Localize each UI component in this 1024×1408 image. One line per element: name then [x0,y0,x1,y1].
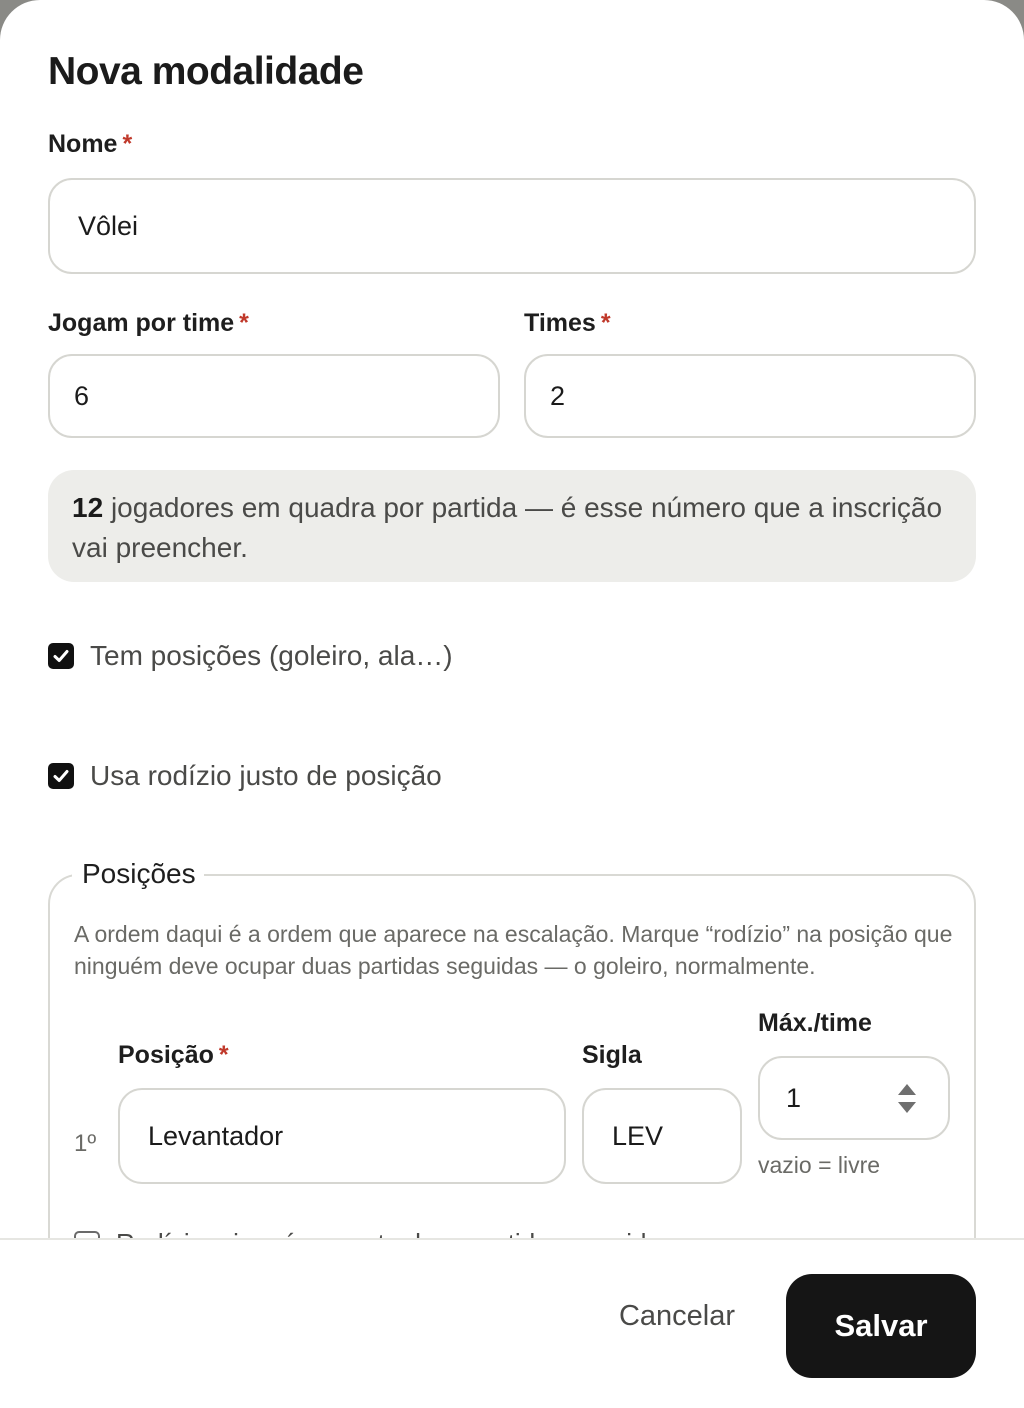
check-icon [51,766,71,786]
posicao-column-label-text: Posição [118,1041,214,1069]
max-per-team-stepper[interactable] [758,1056,950,1140]
required-mark: * [122,130,133,158]
players-count: 12 [72,492,104,523]
nome-input[interactable] [48,178,976,274]
times-input[interactable] [524,354,976,438]
usa-rodizio-label: Usa rodízio justo de posição [90,760,442,791]
decrement-arrow-icon[interactable] [898,1102,916,1113]
required-mark: * [239,309,249,337]
save-button[interactable]: Salvar [786,1274,976,1378]
position-ordinal: 1º [74,1130,97,1157]
tem-posicoes-option[interactable] [48,640,453,672]
players-summary [48,470,976,582]
times-label-text: Times [524,309,596,337]
sigla-column-label: Sigla [582,1041,642,1069]
stepper-arrows[interactable] [898,1080,920,1116]
modal-footer [0,1238,1024,1408]
max-per-team-hint: vazio = livre [758,1152,881,1178]
jogam-por-time-input[interactable] [48,354,500,438]
posicao-input[interactable] [118,1088,566,1184]
jogam-por-time-label-text: Jogam por time [48,309,235,337]
max-per-team-input[interactable] [760,1058,890,1138]
required-mark: * [218,1041,229,1069]
times-label [524,309,611,338]
usa-rodizio-option[interactable] [48,760,442,792]
positions-help-text: A ordem daqui é a ordem que aparece na escalação. Marque “rodízio” na posição que ninguém deve ocupar duas partidas seguidas — o goleiro, normalmente. [74,921,953,979]
required-mark: * [600,309,611,337]
increment-arrow-icon[interactable] [898,1084,916,1095]
positions-legend: Posições [72,855,204,893]
tem-posicoes-label: Tem posições (goleiro, ala…) [90,640,453,671]
tem-posicoes-checkbox[interactable] [48,643,74,669]
modal-title: Nova modalidade [48,50,364,93]
jogam-por-time-label [48,309,249,338]
usa-rodizio-checkbox[interactable] [48,763,74,789]
cancel-button[interactable]: Cancelar [600,1276,754,1356]
sigla-input[interactable] [582,1088,742,1184]
nome-label [48,130,132,159]
check-icon [51,646,71,666]
players-summary-text: jogadores em quadra por partida — é esse número que a inscrição vai preencher. [72,492,943,563]
max-time-column-label: Máx./time [758,1009,872,1037]
posicao-column-label [118,1041,229,1070]
nome-label-text: Nome [48,130,118,158]
